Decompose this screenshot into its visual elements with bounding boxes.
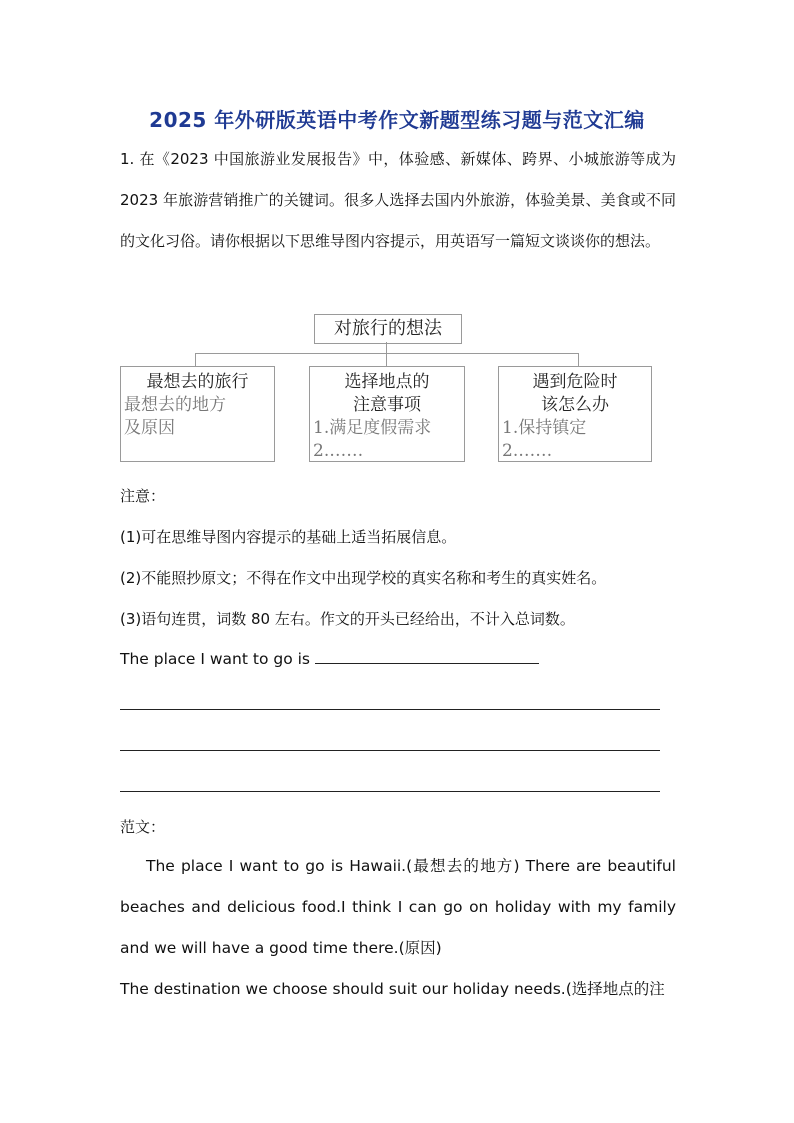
note-item: (2)不能照抄原文；不得在作文中出现学校的真实名称和考生的真实姓名。 [120,569,607,587]
prompt-start: The place I want to go is [120,650,311,668]
branch-line: 1.保持镇定 [502,418,587,438]
writing-prompt [120,649,539,668]
notes-label: 注意： [120,487,166,505]
mind-map-branch-favorite-trip [120,366,275,462]
mind-map-root: 对旅行的想法 [314,314,462,344]
page-title: 2025 年外研版英语中考作文新题型练习题与范文汇编 [149,108,645,132]
mind-map-branch-choosing-place [309,366,465,462]
sample-paragraph: The place I want to go is Hawaii.(最想去的地方) There are beautiful beaches and delicious food.I think I can go on holiday with my family and we will have a good time there.(原因) [120,857,676,957]
branch-heading: 最想去的旅行 [146,372,249,392]
branch-line: 1.满足度假需求 [313,418,432,438]
sample-label: 范文： [120,818,166,836]
answer-line[interactable] [120,709,660,710]
answer-blank[interactable] [315,649,539,664]
mind-map-branch-danger [498,366,652,462]
branch-heading-2: 该怎么办 [541,395,609,415]
note-item: (1)可在思维导图内容提示的基础上适当拓展信息。 [120,528,457,546]
branch-heading: 选择地点的 [344,372,430,392]
question-intro: 1. 在《2023 中国旅游业发展报告》中，体验感、新媒体、跨界、小城旅游等成为 2023 年旅游营销推广的关键词。很多人选择去国内外旅游，体验美景、美食或不同的文化习俗。请你根据以下思维导图内容提示，用英语写一篇短文谈谈你的想法。 [120,150,676,250]
branch-line: 及原因 [124,418,175,438]
connector-line [386,353,387,366]
branch-heading: 遇到危险时 [532,372,618,392]
branch-line: 最想去的地方 [124,395,226,415]
connector-line [578,353,579,366]
connector-line [195,353,579,354]
branch-line: 2.…… [502,441,553,461]
sample-paragraph: The destination we choose should suit our holiday needs.(选择地点的注 [120,980,665,998]
answer-line[interactable] [120,750,660,751]
branch-line: 2.…… [313,441,364,461]
connector-line [195,353,196,366]
branch-heading-2: 注意事项 [353,395,421,415]
answer-line[interactable] [120,791,660,792]
note-item: (3)语句连贯，词数 80 左右。作文的开头已经给出，不计入总词数。 [120,610,575,628]
